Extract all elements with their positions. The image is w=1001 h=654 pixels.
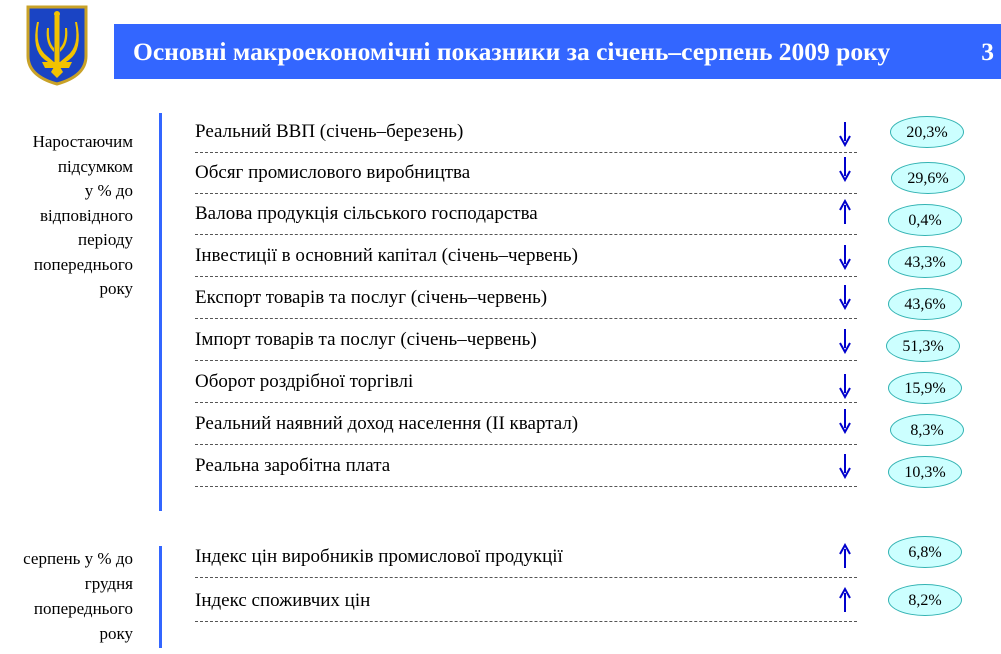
table-row (195, 320, 857, 361)
indicator-label: Реальна заробітна плата (195, 455, 391, 476)
arrow-down-icon (839, 156, 851, 182)
page-number: 3 (981, 36, 994, 66)
value-badge: 8,2% (888, 584, 962, 616)
coat-of-arms-icon (25, 4, 89, 86)
indicator-label: Оборот роздрібної торгівлі (195, 371, 414, 392)
indicator-label: Інвестиції в основний капітал (січень–червень) (195, 245, 578, 266)
title-bar (114, 24, 1001, 79)
arrow-up-icon (839, 199, 851, 225)
table-row (195, 362, 857, 403)
value-badge: 20,3% (890, 116, 964, 148)
table-row (195, 404, 857, 445)
section2-divider (159, 546, 162, 648)
arrow-down-icon (839, 121, 851, 147)
section1-divider (159, 113, 162, 511)
table-row (195, 194, 857, 235)
indicator-label: Індекс споживчих цін (195, 590, 371, 611)
value-badge: 6,8% (888, 536, 962, 568)
value-badge: 51,3% (886, 330, 960, 362)
indicator-label: Валова продукція сільського господарства (195, 203, 538, 224)
table-row (195, 446, 857, 487)
value-badge: 29,6% (891, 162, 965, 194)
page-title: Основні макроекономічні показники за січень–серпень 2009 року (133, 36, 891, 66)
section2-label: серпень у % до грудня попереднього року (23, 549, 133, 643)
arrow-down-icon (839, 284, 851, 310)
indicator-label: Реальний наявний доход населення (ІІ квартал) (195, 413, 579, 434)
table-row (195, 581, 857, 622)
table-row (195, 278, 857, 319)
arrow-up-icon (839, 587, 851, 613)
arrow-down-icon (839, 328, 851, 354)
table-row (195, 153, 857, 194)
arrow-up-icon (839, 543, 851, 569)
table-row (195, 236, 857, 277)
table-row (195, 112, 857, 153)
indicator-label: Індекс цін виробників промислової продукції (195, 546, 563, 567)
value-badge: 15,9% (888, 372, 962, 404)
value-badge: 10,3% (888, 456, 962, 488)
arrow-down-icon (839, 244, 851, 270)
table-row (195, 537, 857, 578)
arrow-down-icon (839, 373, 851, 399)
value-badge: 43,6% (888, 288, 962, 320)
section1-label: Наростаючим підсумком у % до відповідного періоду попереднього року (32, 132, 133, 298)
value-badge: 0,4% (888, 204, 962, 236)
indicator-label: Реальний ВВП (січень–березень) (195, 121, 464, 142)
arrow-down-icon (839, 408, 851, 434)
indicator-label: Експорт товарів та послуг (січень–червень) (195, 287, 548, 308)
indicator-label: Обсяг промислового виробництва (195, 162, 471, 183)
arrow-down-icon (839, 453, 851, 479)
indicator-label: Імпорт товарів та послуг (січень–червень) (195, 329, 537, 350)
value-badge: 8,3% (890, 414, 964, 446)
value-badge: 43,3% (888, 246, 962, 278)
